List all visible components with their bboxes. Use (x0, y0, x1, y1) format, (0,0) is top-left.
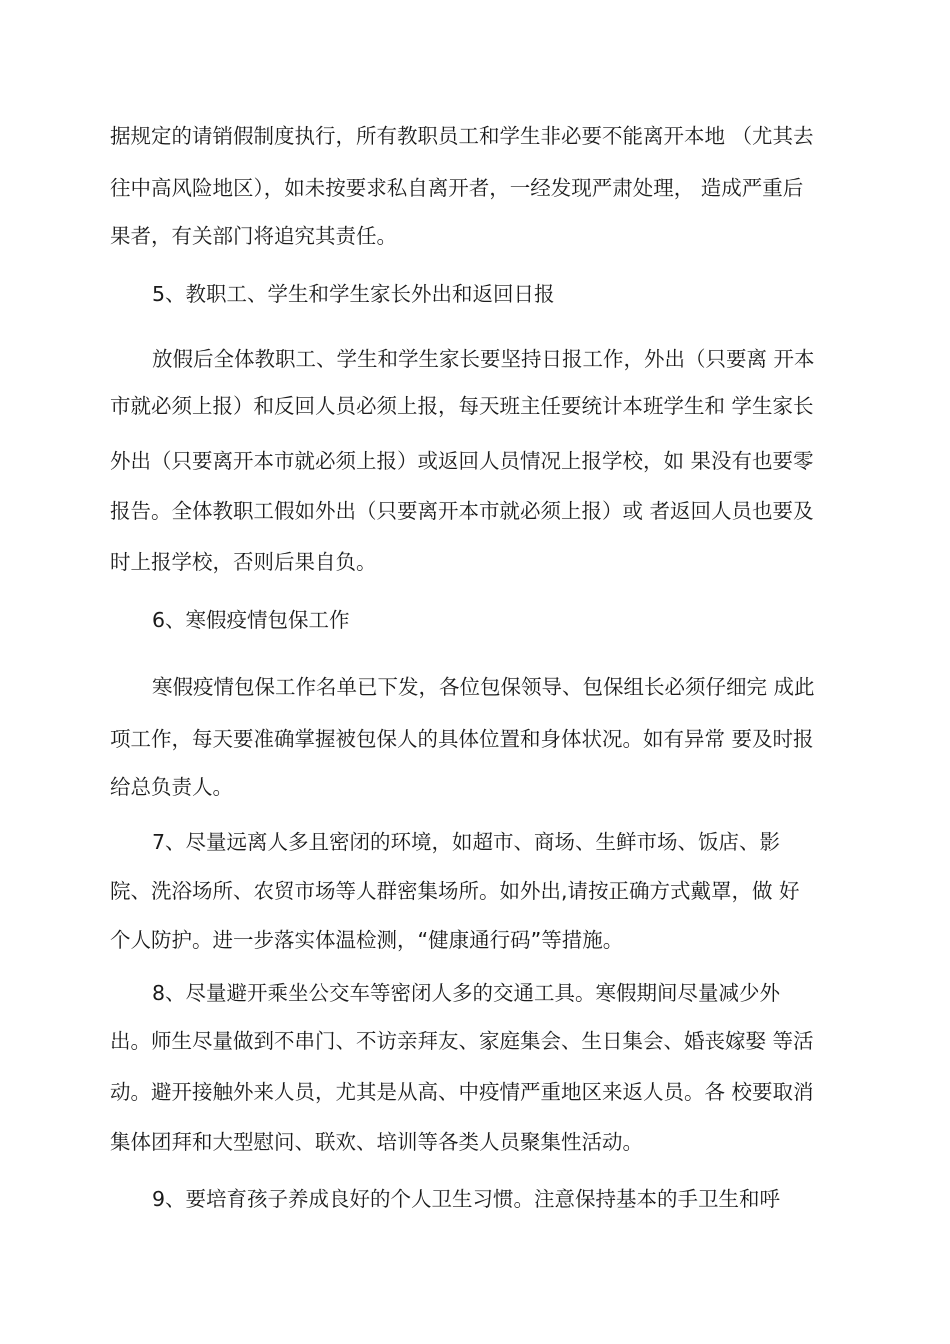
section-heading: 9、要培育孩子养成良好的个人卫生习惯。注意保持基本的手卫生和呼 (152, 1187, 781, 1211)
text-line: 个人防护。进一步落实体温检测，“健康通行码”等措施。 (110, 928, 624, 952)
text-line: 报告。全体教职工假如外出（只要离开本市就必须上报）或 者返回人员也要及 (110, 499, 814, 523)
text-line: 时上报学校，否则后果自负。 (110, 550, 377, 574)
text-line: 据规定的请销假制度执行，所有教职员工和学生非必要不能离开本地 （尤其去 (110, 124, 814, 148)
section-heading: 6、寒假疫情包保工作 (152, 608, 350, 632)
text-line: 往中高风险地区），如未按要求私自离开者，一经发现严肃处理， 造成严重后 (110, 176, 804, 200)
text-line: 寒假疫情包保工作名单已下发，各位包保领导、包保组长必须仔细完 成此 (152, 675, 815, 699)
text-line: 出。师生尽量做到不串门、不访亲拜友、家庭集会、生日集会、婚丧嫁娶 等活 (110, 1029, 814, 1053)
section-heading: 7、尽量远离人多且密闭的环境，如超市、商场、生鲜市场、饭店、影 (152, 830, 781, 854)
text-line: 放假后全体教职工、学生和学生家长要坚持日报工作，外出（只要离 开本 (152, 347, 815, 371)
text-line: 项工作，每天要准确掌握被包保人的具体位置和身体状况。如有异常 要及时报 (110, 727, 814, 751)
text-line: 外出（只要离开本市就必须上报）或返回人员情况上报学校，如 果没有也要零 (110, 449, 814, 473)
text-line: 给总负责人。 (110, 775, 233, 799)
text-line: 市就必须上报）和反回人员必须上报，每天班主任要统计本班学生和 学生家长 (110, 394, 814, 418)
text-line: 集体团拜和大型慰问、联欢、培训等各类人员聚集性活动。 (110, 1130, 643, 1154)
text-line: 果者，有关部门将追究其责任。 (110, 224, 397, 248)
text-line: 动。避开接触外来人员，尤其是从高、中疫情严重地区来返人员。各 校要取消 (110, 1080, 814, 1104)
text-line: 院、洗浴场所、农贸市场等人群密集场所。如外出,请按正确方式戴罩，做 好 (110, 879, 800, 903)
section-heading: 5、教职工、学生和学生家长外出和返回日报 (152, 282, 555, 306)
section-heading: 8、尽量避开乘坐公交车等密闭人多的交通工具。寒假期间尽量减少外 (152, 981, 781, 1005)
